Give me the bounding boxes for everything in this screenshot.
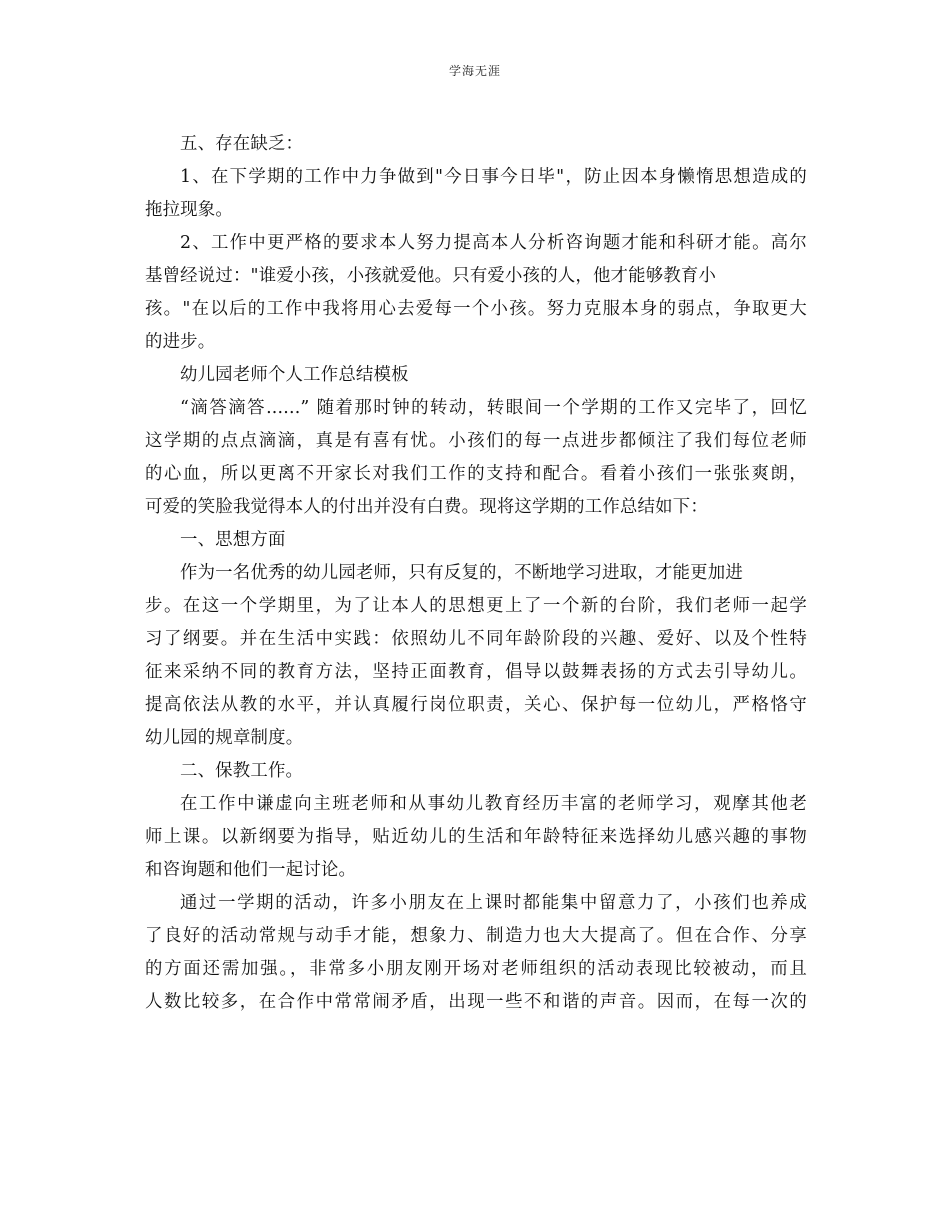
paragraph-line: 习了纲要。并在生活中实践：依照幼儿不同年龄阶段的兴趣、爱好、以及个性特 <box>145 629 807 649</box>
paragraph-line: 通过一学期的活动，许多小朋友在上课时都能集中留意力了，小孩们也养成 <box>180 893 807 913</box>
paragraph-line: 基曾经说过："谁爱小孩，小孩就爱他。只有爱小孩的人，他才能够教育小 <box>145 266 717 286</box>
document-body <box>145 128 807 1019</box>
paragraph-line: 人数比较多，在合作中常常闹矛盾，出现一些不和谐的声音。因而，在每一次的 <box>145 992 807 1012</box>
paragraph-line: 孩。"在以后的工作中我将用心去爱每一个小孩。努力克服本身的弱点，争取更大 <box>145 299 807 319</box>
paragraph-line: 作为一名优秀的幼儿园老师，只有反复的，不断地学习进取，才能更加进 <box>180 563 743 583</box>
document-title: 幼儿园老师个人工作总结模板 <box>180 365 409 385</box>
paragraph-line: 可爱的笑脸我觉得本人的付出并没有白费。现将这学期的工作总结如下： <box>145 497 708 517</box>
paragraph-line: 步。在这一个学期里，为了让本人的思想更上了一个新的台阶，我们老师一起学 <box>145 596 807 616</box>
paragraph-line: “滴答滴答......” 随着那时钟的转动，转眼间一个学期的工作又完毕了，回忆 <box>180 398 807 418</box>
paragraph-line: 师上课。以新纲要为指导，贴近幼儿的生活和年龄特征来选择幼儿感兴趣的事物 <box>145 827 807 847</box>
paragraph-line: 拖拉现象。 <box>145 200 233 220</box>
paragraph-line: 幼儿园的规章制度。 <box>145 728 304 748</box>
paragraph-line: 这学期的点点滴滴，真是有喜有忧。小孩们的每一点进步都倾注了我们每位老师 <box>145 431 807 451</box>
paragraph-line: 了良好的活动常规与动手才能，想象力、制造力也大大提高了。但在合作、分享 <box>145 926 807 946</box>
page-header: 学海无涯 <box>448 64 501 78</box>
paragraph-line: 在工作中谦虚向主班老师和从事幼儿教育经历丰富的老师学习，观摩其他老 <box>180 794 807 814</box>
paragraph-line: 2、工作中更严格的要求本人努力提高本人分析咨询题才能和科研才能。高尔 <box>180 233 807 253</box>
paragraph-line: 1、在下学期的工作中力争做到"今日事今日毕"，防止因本身懒惰思想造成的 <box>180 167 807 187</box>
section-heading: 二、保教工作。 <box>180 761 304 781</box>
section-heading: 五、存在缺乏： <box>180 134 304 154</box>
paragraph-line: 的进步。 <box>145 332 216 352</box>
paragraph-line: 和咨询题和他们一起讨论。 <box>145 860 357 880</box>
paragraph-line: 提高依法从教的水平，并认真履行岗位职责，关心、保护每一位幼儿，严格恪守 <box>145 695 807 715</box>
section-heading: 一、思想方面 <box>180 530 286 550</box>
paragraph-line: 的心血，所以更离不开家长对我们工作的支持和配合。看着小孩们一张张爽朗， <box>145 464 807 484</box>
paragraph-line: 的方面还需加强。，非常多小朋友刚开场对老师组织的活动表现比较被动，而且 <box>145 959 807 979</box>
paragraph-line: 征来采纳不同的教育方法，坚持正面教育，倡导以鼓舞表扬的方式去引导幼儿。 <box>145 662 807 682</box>
